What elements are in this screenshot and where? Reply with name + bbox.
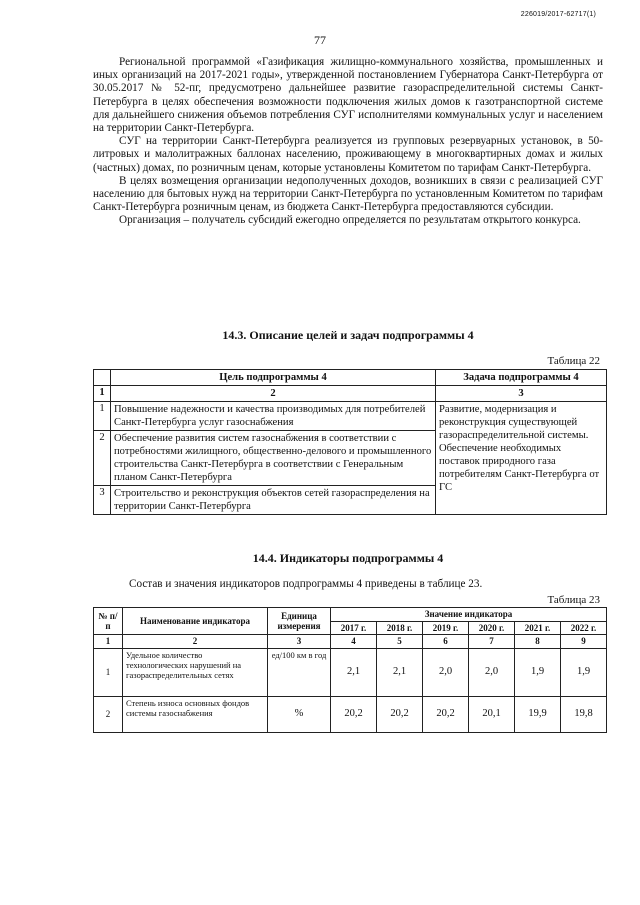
year-header: 2021 г. [515, 621, 561, 635]
goal-cell: Повышение надежности и качества производимых для потребителей Санкт-Петербурга услуг газоснабжения [111, 402, 436, 431]
colnum-cell: 6 [423, 635, 469, 649]
body-text [93, 56, 603, 228]
goals-table [93, 369, 607, 515]
colnum-cell: 1 [94, 635, 123, 649]
table-row [94, 696, 607, 732]
indicator-value: 2,0 [469, 648, 515, 696]
indicator-value: 2,1 [331, 648, 377, 696]
table-intro: Состав и значения индикаторов подпрограммы 4 приведены в таблице 23. [129, 578, 483, 590]
header-cell: Задача подпрограммы 4 [436, 370, 607, 386]
indicator-value: 20,2 [331, 696, 377, 732]
colnum-cell: 4 [331, 635, 377, 649]
table-row [94, 402, 607, 431]
indicator-value: 2,0 [423, 648, 469, 696]
header-cell: Значение индикатора [331, 608, 607, 622]
indicator-value: 1,9 [515, 648, 561, 696]
colnum-cell: 7 [469, 635, 515, 649]
indicator-value: 19,9 [515, 696, 561, 732]
indicator-unit: ед/100 км в год [268, 648, 331, 696]
paragraph: Организация – получатель субсидий ежегодно определяется по результатам открытого конкурса. [119, 214, 581, 227]
indicator-value: 20,1 [469, 696, 515, 732]
indicator-value: 19,8 [561, 696, 607, 732]
row-number: 2 [94, 696, 123, 732]
header-cell: Наименование индикатора [123, 608, 268, 635]
colnum-cell: 3 [268, 635, 331, 649]
year-header: 2017 г. [331, 621, 377, 635]
table-caption-22: Таблица 22 [547, 355, 600, 367]
colnum-cell: 2 [123, 635, 268, 649]
paragraph: Региональной программой «Газификация жилищно-коммунального хозяйства, промышленных и иных организаций на 2017-2021 годы», утвержденной постановлением Губернатора Санкт-Петербурга от 30.05.2017 № 52-пг, предусмотрено дальнейшее развитие газораспределительной системы Санкт-Петербурга в целях обеспечения возможности подключения жилых домов к газотранспортной системе для дальнейшего снижения объемов потребления СУГ исполнителями коммунальных услуг и населением на территории Санкт-Петербурга. [93, 56, 603, 135]
task-cell: Развитие, модернизация и реконструкция существующей газораспределительной системы. Обеспечение необходимых поставок природного газа потребителям Санкт-Петербурга от ГС [436, 402, 607, 515]
indicators-table [93, 607, 607, 733]
indicator-value: 20,2 [423, 696, 469, 732]
table-colnum-row [94, 386, 607, 402]
section-title-14-4: 14.4. Индикаторы подпрограммы 4 [252, 551, 444, 565]
colnum-cell: 9 [561, 635, 607, 649]
year-header: 2022 г. [561, 621, 607, 635]
colnum-cell: 3 [436, 386, 607, 402]
row-number: 2 [94, 431, 111, 486]
header-cell: Цель подпрограммы 4 [111, 370, 436, 386]
section-title-14-3: 14.3. Описание целей и задач подпрограммы 4 [222, 328, 474, 342]
header-cell: № п/п [94, 608, 123, 635]
header-cell [94, 370, 111, 386]
indicator-unit: % [268, 696, 331, 732]
year-header: 2019 г. [423, 621, 469, 635]
table-header-row [94, 370, 607, 386]
row-number: 1 [94, 402, 111, 431]
colnum-cell: 2 [111, 386, 436, 402]
goal-cell: Обеспечение развития систем газоснабжения в соответствии с потребностями жилищного, общественно-делового и промышленного строительства Санкт-Петербурга в соответствии с Генеральным планом Санкт-Петербурга [111, 431, 436, 486]
page-number: 77 [314, 33, 326, 47]
colnum-cell: 1 [94, 386, 111, 402]
table-row [94, 648, 607, 696]
row-number: 3 [94, 486, 111, 515]
indicator-value: 20,2 [377, 696, 423, 732]
indicator-name: Удельное количество технологических нарушений на газораспределительных сетях [123, 648, 268, 696]
paragraph: СУГ на территории Санкт-Петербурга реализуется из групповых резервуарных установок, в 50-литровых и малолитражных баллонах населению, проживающему в многоквартирных домах и жилых (частных) домах, по розничным ценам, которые установлены Комитетом по тарифам Санкт-Петербурга. [93, 135, 603, 174]
indicator-value: 2,1 [377, 648, 423, 696]
goal-cell: Строительство и реконструкция объектов сетей газораспределения на территории Санкт-Петербурга [111, 486, 436, 515]
row-number: 1 [94, 648, 123, 696]
table-caption-23: Таблица 23 [547, 594, 600, 606]
document-number: 226019/2017-62717(1) [520, 11, 596, 18]
colnum-cell: 5 [377, 635, 423, 649]
year-header: 2020 г. [469, 621, 515, 635]
year-header: 2018 г. [377, 621, 423, 635]
paragraph: В целях возмещения организации недополученных доходов, возникших в связи с реализацией СУГ населению для бытовых нужд на территории Санкт-Петербурга по установленным Комитетом по тарифам Санкт-Петербурга розничным ценам, из бюджета Санкт-Петербурга предоставляются субсидии. [93, 174, 603, 214]
table-colnum-row [94, 635, 607, 649]
header-cell: Единица измерения [268, 608, 331, 635]
colnum-cell: 8 [515, 635, 561, 649]
table-header-row [94, 608, 607, 622]
indicator-value: 1,9 [561, 648, 607, 696]
indicator-name: Степень износа основных фондов системы газоснабжения [123, 696, 268, 732]
